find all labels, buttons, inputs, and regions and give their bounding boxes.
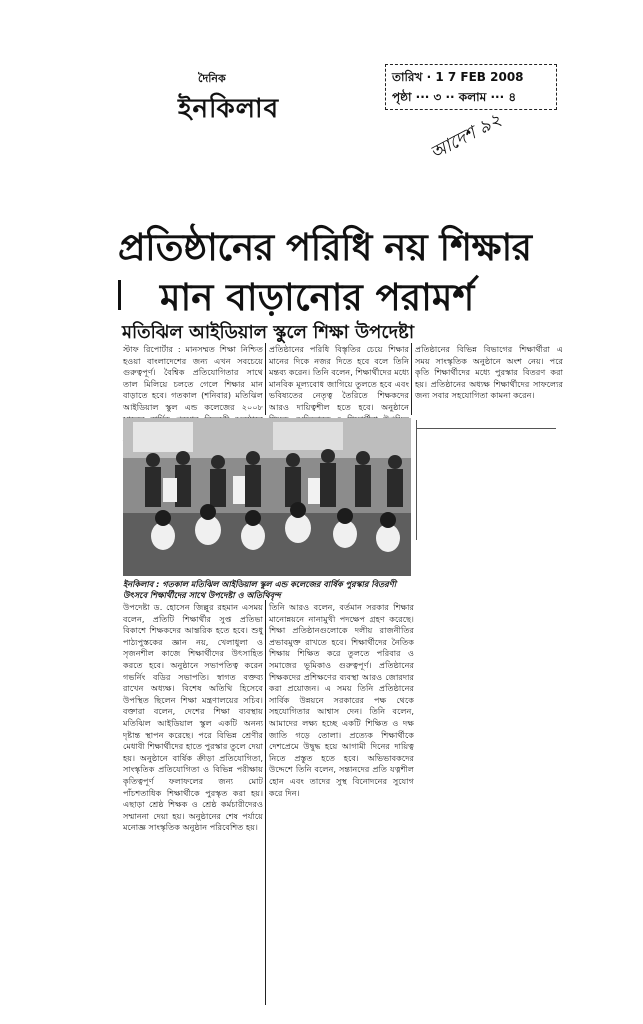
article-text: প্রতিষ্ঠানের পরিধি বিস্তৃতির চেয়ে শিক্ষার মানের দিকে নজর দিতে হবে বলে তিনি মন্তব্য করেন। তিনি বলেন, শিক্ষার্থীদের মধ্যে মানবিক মূল্যবোধ জাগিয়ে তুলতে হবে এবং ভবিষ্যতের নেতৃত্ব তৈরিতে শিক্ষকদের আরও দায়িত্বশীল হতে হবে। অনুষ্ঠানে bbox=[269, 344, 409, 412]
article-text: প্রতিষ্ঠানের বিভিন্ন বিভাগের শিক্ষার্থীরা এ সময় সাংস্কৃতিক অনুষ্ঠানে অংশ নেয়। পরে কৃতি শিক্ষার্থীদের মধ্যে পুরস্কার বিতরণ করা হয়। প্রতিষ্ঠানের অধ্যক্ষ শিক্ষার্থীদের সাফল্যের জন্য সবার সহযোগিতা কামনা করেন। bbox=[415, 344, 563, 401]
headline-bar-mark bbox=[118, 280, 121, 310]
column-divider bbox=[265, 343, 266, 415]
article-column-intro-c bbox=[415, 344, 563, 414]
stamp-column-value: ৪ bbox=[508, 90, 517, 104]
column-divider bbox=[265, 600, 266, 1005]
news-photo bbox=[123, 418, 411, 576]
photo-caption: ইনকিলাব : গতকাল মতিঝিল আইডিয়াল স্কুল এন্ড কলেজের বার্ষিক পুরস্কার বিতরণী উৎসবে শিক্ষার্থীদের সাথে উপদেষ্টা ও অতিথিবৃন্দ bbox=[123, 579, 397, 600]
date-stamp: তারিখ · 1 7 FEB 2008 পৃষ্ঠা ··· ৩ ·· কলাম ··· ৪ bbox=[385, 64, 557, 110]
article-column-body-a bbox=[123, 602, 263, 1006]
article-column-intro-a bbox=[123, 344, 263, 414]
newspaper-name: ইনকিলাব bbox=[178, 94, 280, 124]
subheadline: মতিঝিল আইডিয়াল স্কুলে শিক্ষা উপদেষ্টা bbox=[122, 322, 415, 343]
masthead-small-label: দৈনিক bbox=[198, 72, 226, 85]
headline-line-2: মান বাড়ানোর পরামর্শ bbox=[160, 276, 475, 319]
stamp-page-value: ৩ bbox=[433, 90, 442, 104]
stamp-date-label: তারিখ bbox=[392, 70, 423, 84]
stamp-column-label: কলাম bbox=[458, 90, 487, 104]
handwritten-note: আদেশ ৯২ bbox=[426, 109, 506, 165]
news-photo-graphic bbox=[123, 418, 411, 576]
column-rule bbox=[416, 428, 556, 429]
stamp-page-label: পৃষ্ঠা bbox=[392, 90, 412, 104]
column-divider bbox=[416, 420, 417, 540]
column-divider bbox=[411, 343, 412, 415]
article-column-intro-b bbox=[269, 344, 409, 414]
article-column-body-b bbox=[269, 602, 414, 1006]
article-text: স্টাফ রিপোর্টার : মানসম্মত শিক্ষা নিশ্চিত হওয়া বাংলাদেশের জন্য এখন সবচেয়ে গুরুত্বপূর্ণ। বৈশ্বিক প্রতিযোগিতার সাথে তাল মিলিয়ে চলতে গেলে শিক্ষার মান বাড়াতে হবে। গতকাল (শনিবার) মতিঝিল আইডিয়াল স্কুল এন্ড কলেজের ২০০৮ bbox=[123, 344, 263, 412]
headline-line-1: প্রতিষ্ঠানের পরিধি নয় শিক্ষার bbox=[118, 226, 532, 269]
article-text: উপদেষ্টা ড. হোসেন জিল্লুর রহমান এসময় বলেন, প্রতিটি শিক্ষার্থীর সুপ্ত প্রতিভা বিকাশে শিক্ষকদের আন্তরিক হতে হবে। শুধু পাঠ্যপুস্তকের জ্ঞান নয়, খেলাধুলা ও সৃজনশীল কাজে শিক্ষার্থীদের উৎসাহিত করতে হবে। অনুষ্ঠানে সভাপতিত্ব করেন গভর্নিং বডির সভাপতি। স্বাগত বক্তব্য রাখেন অধ্যক্ষ। বিশেষ অতিথি হিসেবে উপস্থিত ছিলেন শিক্ষা মন্ত্রণালয়ের সচিব। বক্তারা বলেন, দেশের শিক্ষা ব্যবস্থায় মতিঝিল আইডিয়াল স্কুল একটি অনন্য দৃষ্টান্ত স্থাপন করেছে। পরে বিভিন্ন শ্রেণীর মেধাবী শিক্ষার্থীদের হাতে পুরস্কার তুলে দেয়া হয়। অনুষ্ঠানে বার্ষিক ক্রীড়া প্রতিযোগিতা, সাংস্কৃতিক প্রতিযোগিতা ও বিভিন্ন পরীক্ষায় কৃতিত্বপূর্ণ ফলাফলের জন্য মোট পাঁচশতাধিক শিক্ষার্থীকে পুরস্কৃত করা হয়। এছাড়া শ্রেষ্ঠ শিক্ষক ও শ্রেষ্ঠ কর্মচারীদেরও সম্মাননা দেয়া হয়। অনুষ্ঠানের শেষ পর্যায়ে মনোজ্ঞ সাংস্কৃতিক অনুষ্ঠান পরিবেশিত হয়। bbox=[123, 602, 263, 833]
stamp-date-value: 1 7 FEB 2008 bbox=[435, 70, 524, 84]
article-text: তিনি আরও বলেন, বর্তমান সরকার শিক্ষার মানোন্নয়নে নানামুখী পদক্ষেপ গ্রহণ করেছে। শিক্ষা প্রতিষ্ঠানগুলোকে দলীয় রাজনীতির প্রভাবমুক্ত রাখতে হবে। শিক্ষার্থীদের নৈতিক শিক্ষায় শিক্ষিত করে তুলতে পরিবার ও সমাজের ভূমিকাও গুরুত্বপূর্ণ। প্রতিষ্ঠানের শিক্ষকদের প্রশিক্ষণের ব্যবস্থা আরও জোরদার করা প্রয়োজন। এ সময় তিনি প্রতিষ্ঠানের সার্বিক উন্নয়নে সরকারের পক্ষ থেকে সহযোগিতার আশ্বাস দেন। তিনি বলেন, আমাদের লক্ষ্য হচ্ছে একটি শিক্ষিত ও দক্ষ জাতি গড়ে তোলা। প্রত্যেক শিক্ষার্থীকে দেশপ্রেমে উদ্বুদ্ধ হয়ে আগামী দিনের দায়িত্ব নিতে প্রস্তুত হতে হবে। অভিভাবকদের উদ্দেশে তিনি বলেন, সন্তানদের প্রতি যত্নশীল হোন এবং তাদের সুস্থ বিনোদনের সুযোগ করে দিন। bbox=[269, 602, 414, 798]
